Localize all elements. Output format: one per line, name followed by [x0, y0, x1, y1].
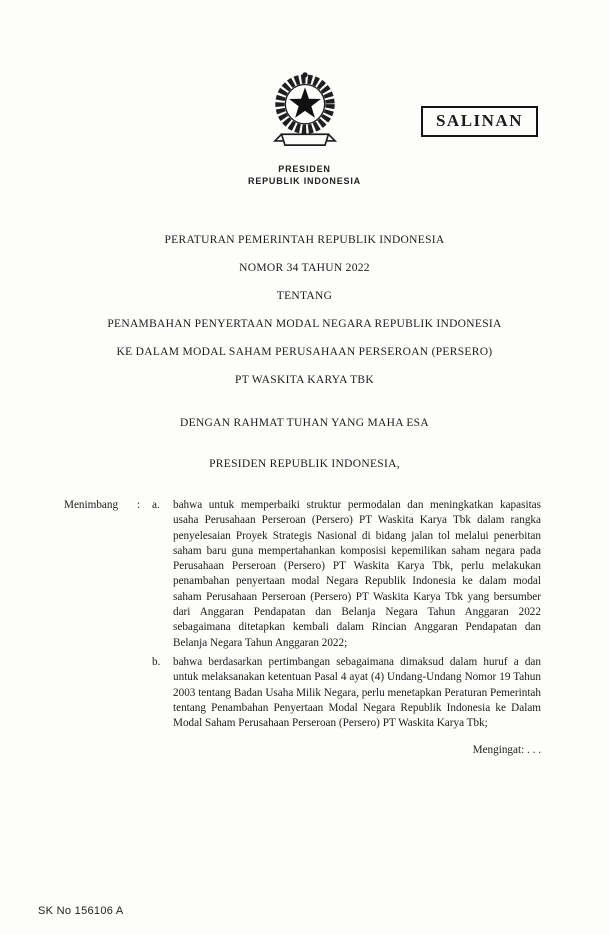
title-line-subject-2: KE DALAM MODAL SAHAM PERUSAHAAN PERSEROAN (PERSERO): [116, 346, 493, 358]
title-line-company: PT WASKITA KARYA TBK: [235, 374, 374, 386]
title-line-tentang: TENTANG: [276, 290, 333, 302]
regulation-title-block: [0, 233, 609, 387]
menimbang-items: [152, 498, 541, 731]
menimbang-section: [0, 498, 609, 731]
item-marker-a: a.: [152, 499, 160, 511]
menimbang-label: Menimbang: [64, 499, 119, 511]
salinan-stamp: [421, 106, 538, 137]
letterhead: [0, 163, 609, 187]
menimbang-item-a: [152, 498, 541, 651]
item-text-b: bahwa berdasarkan pertimbangan sebagaimana dimaksud dalam huruf a dan untuk melaksanakan ketentuan Pasal 4 ayat (4) Undang-Undang Nomor 19 Tahun 2003 tentang Badan Usaha Milik Negara, perlu menetapkan Peraturan Pemerintah tentang Penambahan Penyertaan Modal Negara Republik Indonesia ke Dalam Modal Saham Perusahaan Perseroan (Persero) PT Waskita Karya Tbk;: [173, 655, 541, 730]
item-text-a: bahwa untuk memperbaiki struktur permodalan dan meningkatkan kapasitas usaha Perusahaan Perseroan (Persero) PT Waskita Karya Tbk dalam rangka penyelesaian Proyek Strategis Nasional di bidang jalan tol melalui penerbitan saham baru guna mempertahankan komposisi kepemilikan saham negara pada Perusahaan Perseroan (Persero) PT Waskita Karya Tbk, perlu melakukan penambahan penyertaan modal Negara Republik Indonesia ke dalam modal saham Perusahaan Perseroan (Persero) PT Waskita Karya Tbk yang bersumber dari Anggaran Pendapatan dan Belanja Negara Tahun Anggaran 2022 sebagaimana ditetapkan kembali dalam Rincian Anggaran Pendapatan dan Belanja Negara Tahun Anggaran 2022;: [173, 499, 541, 649]
menimbang-item-b: [152, 655, 541, 731]
invocation-presiden: PRESIDEN REPUBLIK INDONESIA,: [209, 458, 400, 470]
letterhead-line-republik: REPUBLIK INDONESIA: [248, 176, 361, 186]
title-line-regulation: PERATURAN PEMERINTAH REPUBLIK INDONESIA: [164, 234, 445, 246]
title-line-number: NOMOR 34 TAHUN 2022: [239, 262, 370, 274]
letterhead-line-presiden: PRESIDEN: [278, 164, 331, 174]
invocation-rahmat: DENGAN RAHMAT TUHAN YANG MAHA ESA: [180, 417, 429, 429]
document-code: SK No 156106 A: [38, 905, 124, 917]
national-emblem-icon: [263, 64, 347, 156]
invocation-block: [0, 417, 609, 470]
salinan-stamp-label: SALINAN: [435, 111, 523, 130]
title-line-subject-1: PENAMBAHAN PENYERTAAN MODAL NEGARA REPUBLIK INDONESIA: [107, 318, 502, 330]
item-marker-b: b.: [152, 655, 161, 668]
menimbang-colon: :: [137, 499, 141, 511]
mengingat-continuation-cue: Mengingat: . . .: [472, 744, 541, 757]
